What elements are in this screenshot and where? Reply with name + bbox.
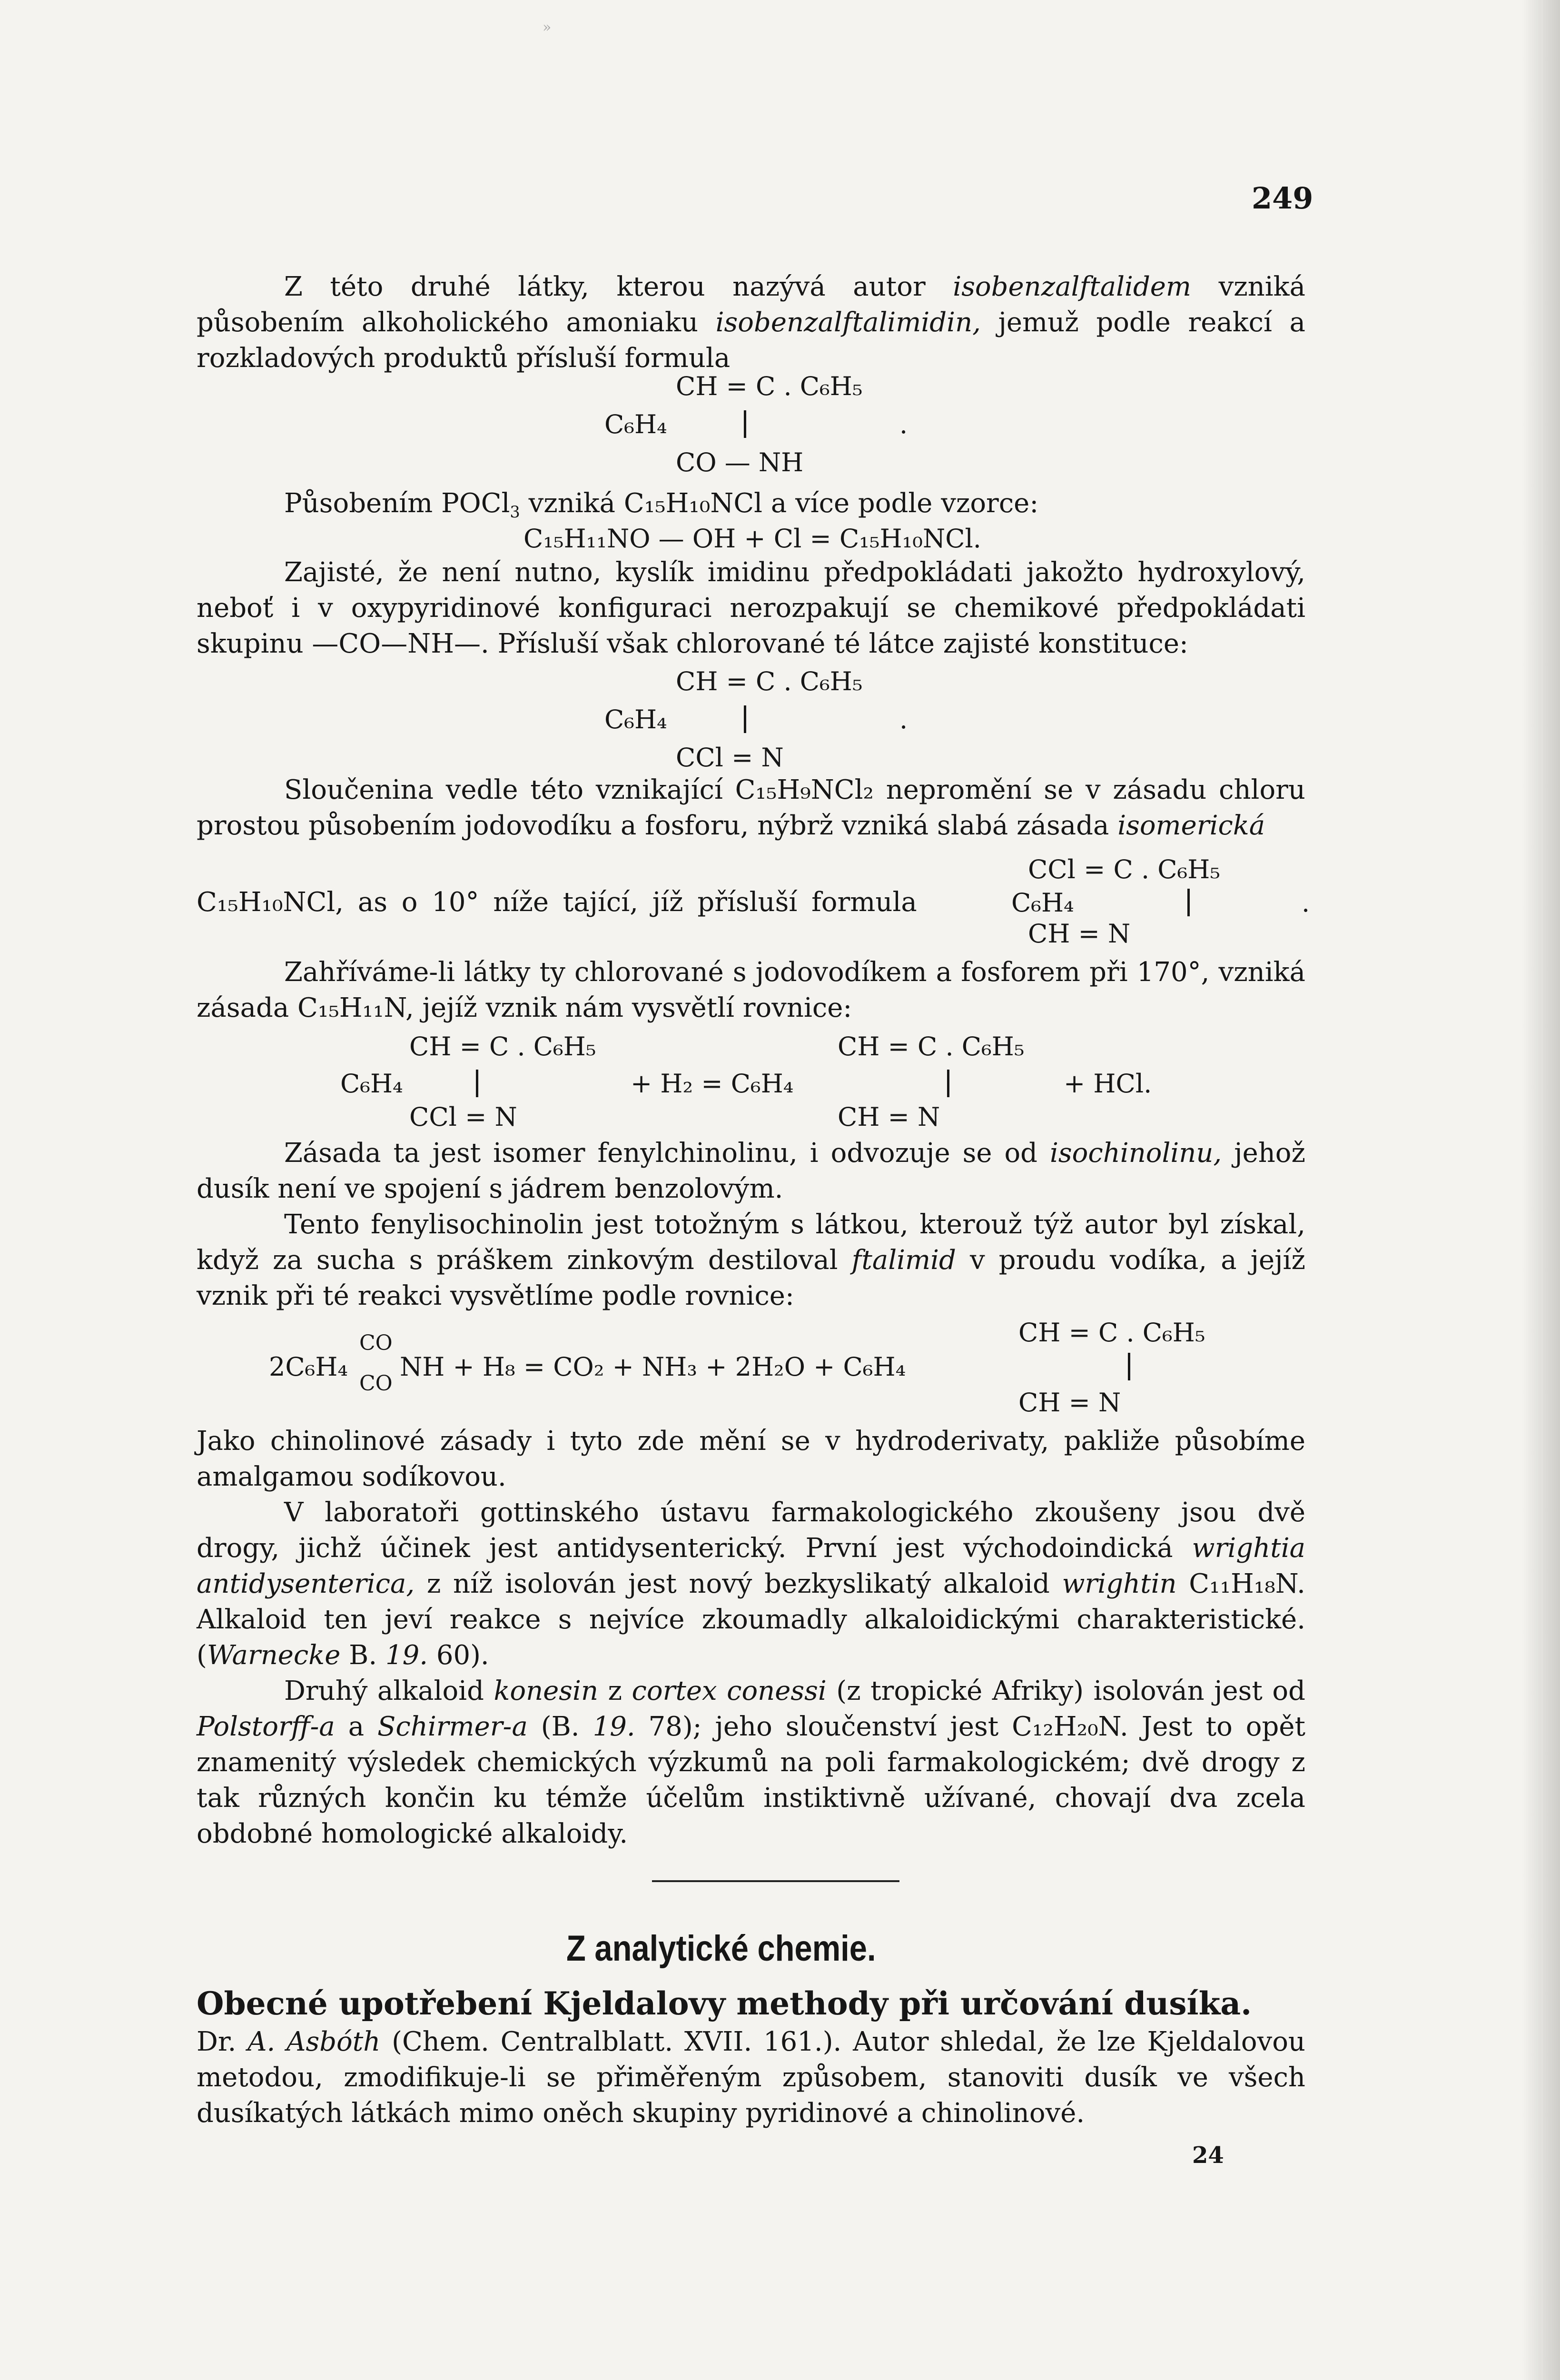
article-body: Dr. A. Asbóth (Chem. Centralblatt. XVII. 161.). Autor shledal, že lze Kjeldalovou metodou, zmodifikuje-li se přiměřeným způsobem, stanoviti dusík ve všech dusíkatých látkách mimo oněch skupiny pyridinové a chinolinové. <box>197 2026 1306 2129</box>
paragraph-9: V laboratoři gottinského ústavu farmakologického zkoušeny jsou dvě drogy, jichž účinek jest antidysenterický. První jest východoindická wrightia antidysenterica, z níž isolován jest nový bezkyslikatý alkaloid wrightin C₁₁H₁₈N. Alkaloid ten jeví reakce s nejvíce zkoumadly alkaloidickými charakteristické. (Warnecke B. 19. 60). <box>197 1497 1305 1671</box>
formula-5-bond-1 <box>476 1069 478 1097</box>
paragraph-7: Tento fenylisochinolin jest totožným s látkou, kterouž týž autor byl získal, když za sucha s práškem zinkovým destiloval ftalimid v proudu vodíka, a jejíž vznik při té reakci vysvětlíme podle rovnice: <box>197 1209 1305 1311</box>
top-mark: » <box>543 19 552 36</box>
article-title: Obecné upotřebení Kjeldalovy methody při určování dusíka. <box>197 1985 1252 2022</box>
paragraph-3: Zajisté, že není nutno, kyslík imidinu předpokládati jakožto hydroxylový, neboť i v oxypyridinové konfiguraci nerozpakují se chemikové předpokládati skupinu —CO—NH—. Přísluší však chlorované té látce zajisté konstituce: <box>197 557 1305 659</box>
paragraph-10: Druhý alkaloid konesin z cortex conessi (z tropické Afriky) isolován jest od Polstorff-a a Schirmer-a (B. 19. 78); jeho sloučenství jest C₁₂H₂₀N. Jest to opět znamenitý výsledek chemických výzkumů na poli farmakologickém; dvě drogy z tak různých končin ku témže účelům instiktivně užívané, chovají dva zcela obdobné homologické alkaloidy. <box>197 1676 1305 1849</box>
formula-6-co-top: CO <box>359 1331 393 1355</box>
formula-5-top-right: CH = C . C₆H₅ <box>838 1031 1025 1061</box>
formula-1-top: CH = C . C₆H₅ <box>676 371 863 401</box>
formula-2: C₁₅H₁₁NO — OH + Cl = C₁₅H₁₀NCl. <box>523 524 981 554</box>
formula-5-bottom-left: CCl = N <box>409 1102 517 1132</box>
formula-3-bond <box>744 704 746 733</box>
formula-4-top: CCl = C . C₆H₅ <box>1028 854 1220 884</box>
formula-5-middle: + H₂ = C₆H₄ <box>631 1069 794 1099</box>
paragraph-4: Sloučenina vedle této vznikající C₁₅H₉NCl₂ nepromění se v zásadu chloru prostou působením jodovodíku a fosforu, nýbrž vzniká slabá zásada isomerická <box>197 774 1305 841</box>
formula-6-main: NH + H₈ = CO₂ + NH₃ + 2H₂O + C₆H₄ <box>400 1352 906 1382</box>
paragraph-5: Zahříváme-li látky ty chlorované s jodovodíkem a fosforem při 170°, vzniká zásada C₁₅H₁₁N, jejíž vznik nám vysvětlí rovnice: <box>197 957 1305 1023</box>
formula-5-left: C₆H₄ <box>340 1069 403 1099</box>
formula-3-top: CH = C . C₆H₅ <box>676 666 863 696</box>
paragraph-1: Z této druhé látky, kterou nazývá autor isobenzalftalidem vzniká působením alkoholického amoniaku isobenzalftalimidin, jemuž podle reakcí a rozkladových produktů přísluší formula <box>197 271 1305 374</box>
formula-6-co-bottom: CO <box>359 1371 393 1396</box>
paragraph-4-continued: C₁₅H₁₀NCl, as o 10° níže tající, jíž přísluší formula <box>197 887 917 918</box>
formula-5-bottom-right: CH = N <box>838 1102 940 1132</box>
formula-6-bottom: CH = N <box>1018 1388 1121 1418</box>
signature-number: 24 <box>1192 2142 1224 2169</box>
formula-3-dot: . <box>899 704 908 734</box>
paragraph-6: Zásada ta jest isomer fenylchinolinu, i odvozuje se od isochinolinu, jehož dusík není ve spojení s jádrem benzolovým. <box>197 1138 1305 1204</box>
formula-1-dot: . <box>899 409 908 439</box>
formula-5-top-left: CH = C . C₆H₅ <box>409 1031 596 1061</box>
page-number: 249 <box>1252 181 1313 216</box>
formula-6-top: CH = C . C₆H₅ <box>1018 1318 1205 1348</box>
formula-5-bond-2 <box>947 1069 949 1097</box>
section-divider <box>652 1880 899 1882</box>
formula-6-lead: 2C₆H₄ <box>269 1352 348 1382</box>
paragraph-2: Působením POCl$_3$ vzniká C₁₅H₁₀NCl a více podle vzorce: <box>284 488 1039 521</box>
formula-1-bottom: CO — NH <box>676 447 804 477</box>
formula-4-dot: . <box>1302 888 1310 918</box>
formula-5-end: + HCl. <box>1064 1069 1152 1099</box>
formula-3-bottom: CCl = N <box>676 743 784 773</box>
formula-1-bond <box>744 409 746 438</box>
section-heading: Z analytické chemie. <box>566 1928 876 1969</box>
paragraph-8: Jako chinolinové zásady i tyto zde mění se v hydroderivaty, pakliže působíme amalgamou sodíkovou. <box>197 1426 1305 1492</box>
formula-1-left: C₆H₄ <box>604 409 667 439</box>
formula-6-bond <box>1128 1352 1130 1380</box>
formula-4-bottom: CH = N <box>1028 919 1131 949</box>
formula-4-bond <box>1187 888 1190 916</box>
formula-4-left: C₆H₄ <box>1011 888 1074 918</box>
page-edge <box>1522 0 1560 2380</box>
formula-3-left: C₆H₄ <box>604 704 667 734</box>
